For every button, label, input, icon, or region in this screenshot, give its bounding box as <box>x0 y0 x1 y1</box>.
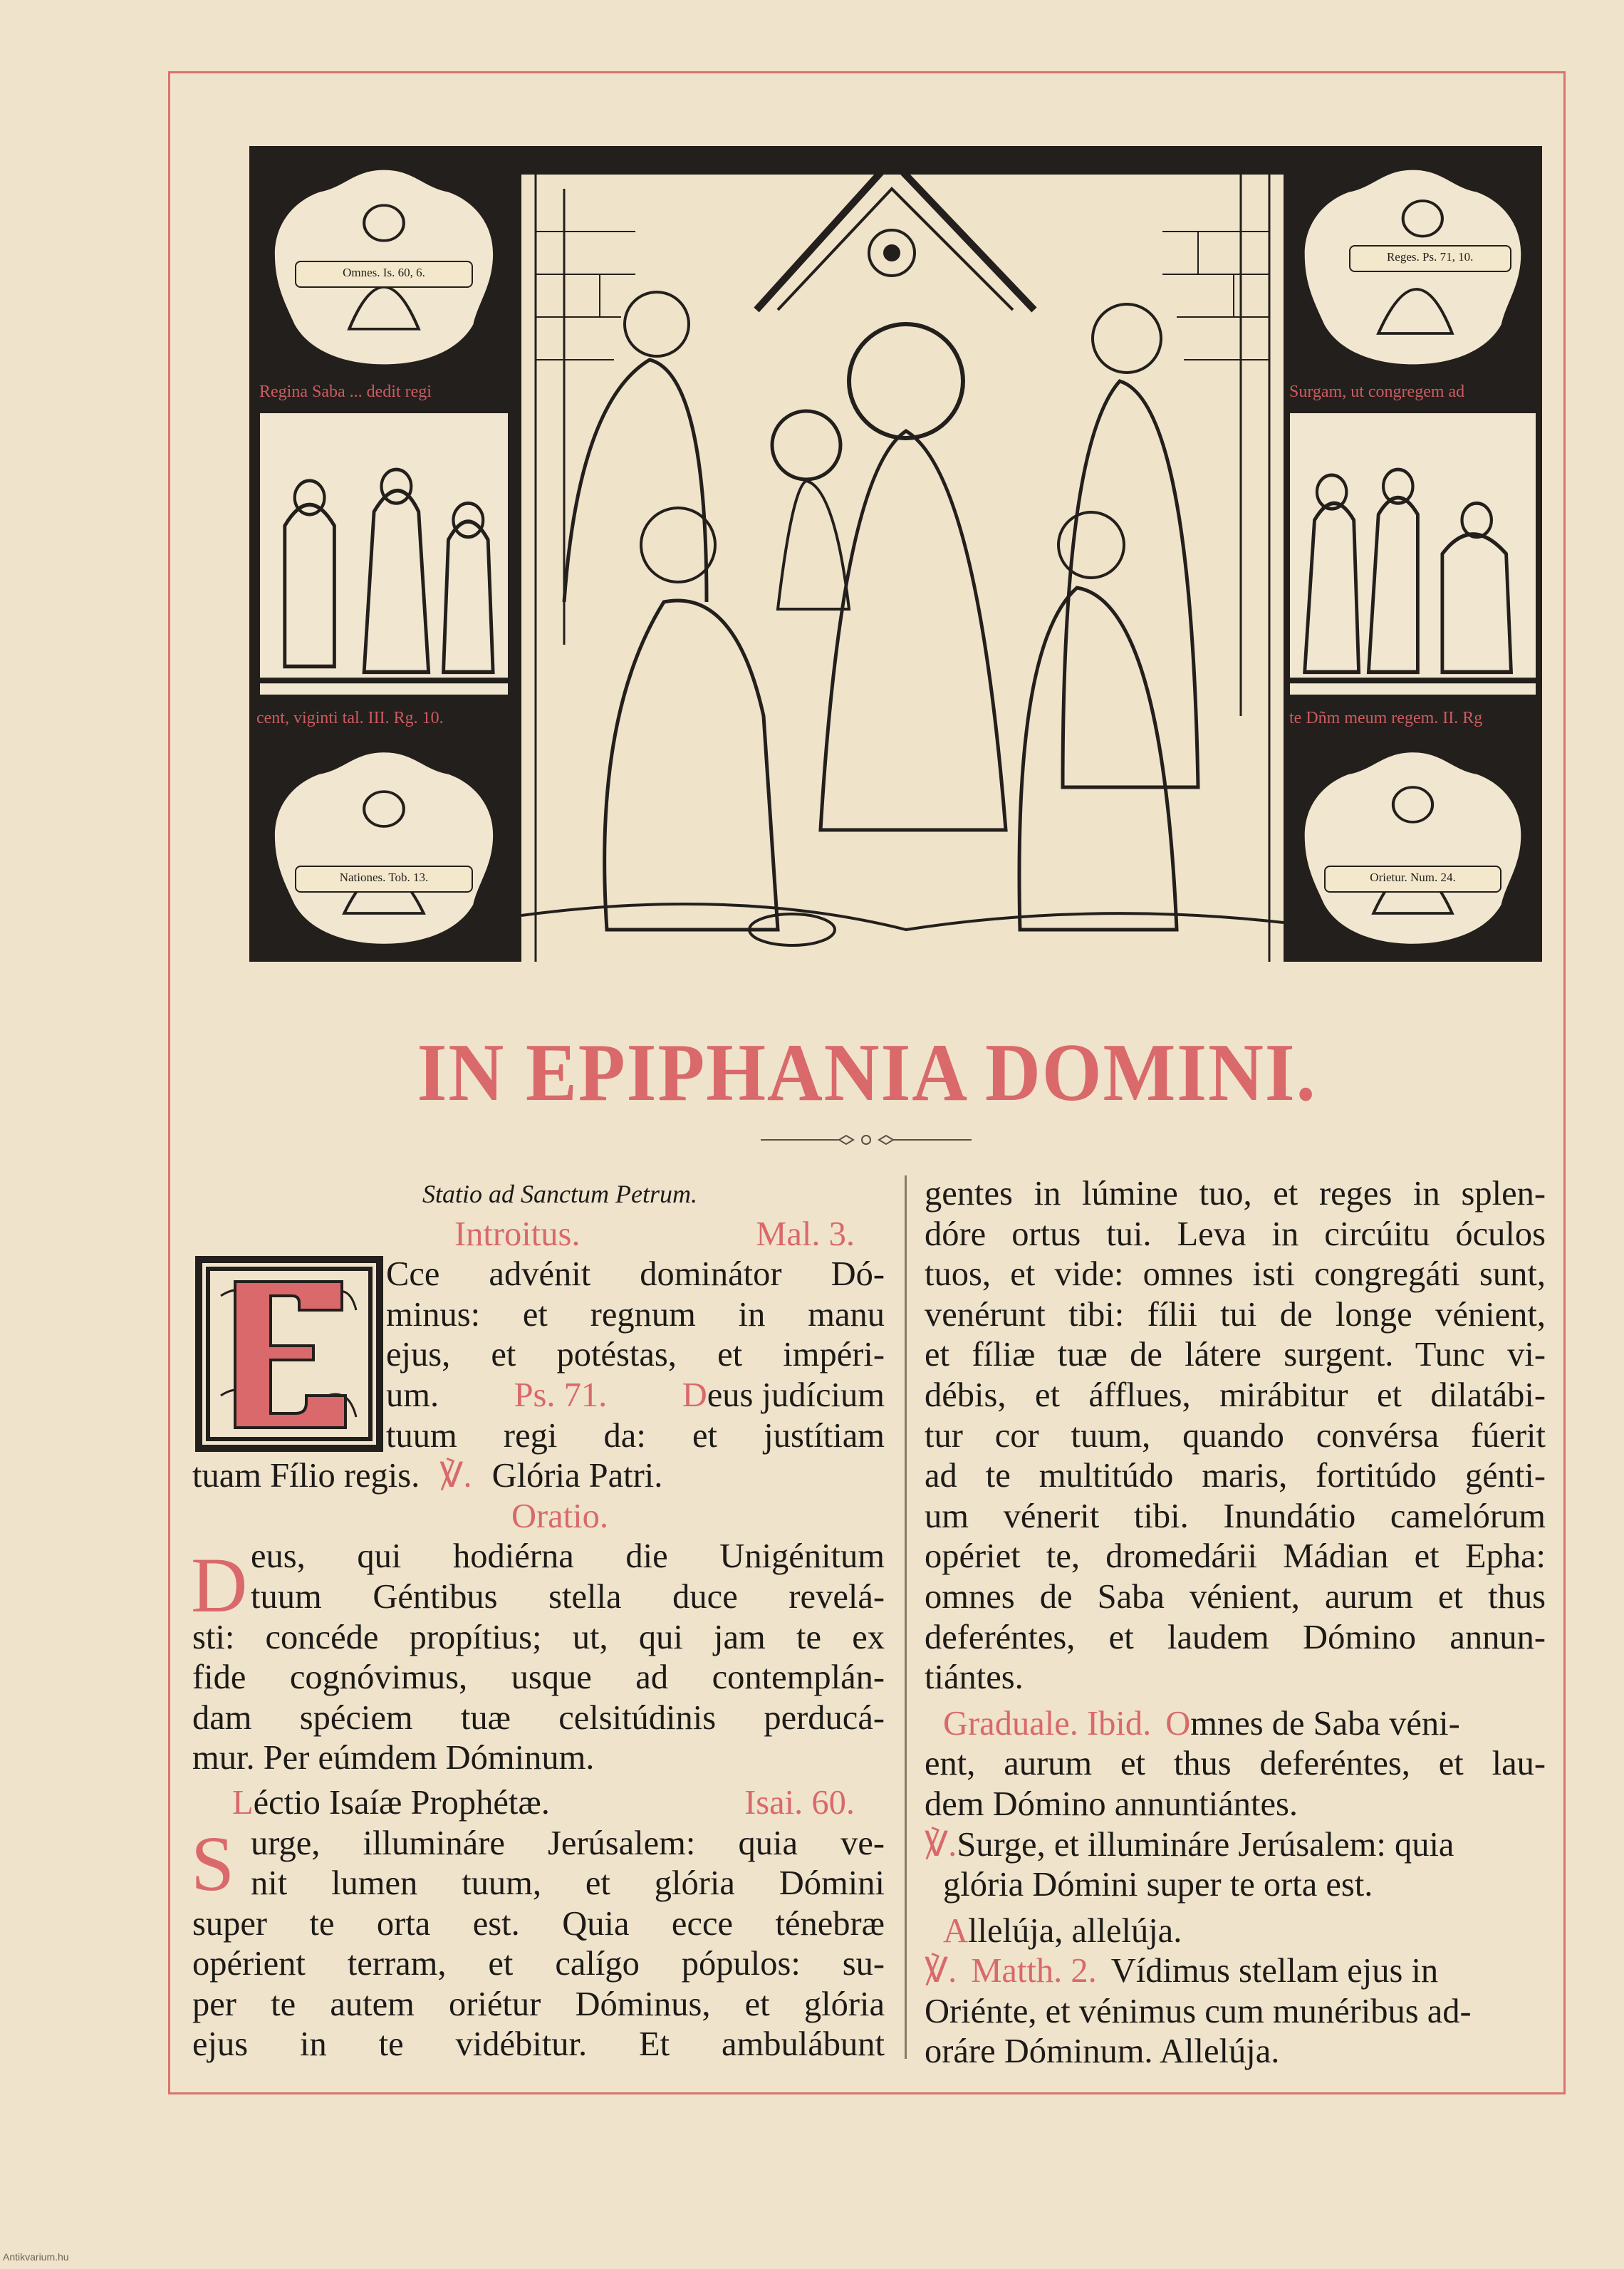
graduale-label: Graduale. Ibid. <box>943 1704 1152 1743</box>
epiphany-illustration <box>249 146 1542 962</box>
lectio-continued-line: gentes in lúmine tuo, et reges in splen- <box>925 1175 1546 1213</box>
lectio-continued-line: um vénerit tibi. Inundátio camelórum <box>925 1497 1546 1535</box>
matthew-line: Oriénte, et vénimus cum munéribus ad- <box>925 1992 1472 2030</box>
drop-cap-s: S <box>191 1820 235 1907</box>
rubric-initial: L <box>232 1783 254 1822</box>
lectio-continued-line: omnes de Saba vénient, aurum et thus <box>925 1577 1546 1616</box>
lectio-line: urge, illumináre Jerúsalem: quia ve- <box>251 1824 885 1862</box>
introitus-label: Introitus. <box>454 1215 581 1253</box>
ornamental-initial-e-icon <box>192 1253 386 1455</box>
medallion-scroll-label: Reges. Ps. 71, 10. <box>1349 245 1511 272</box>
david-enthroned-scene-icon <box>1290 413 1536 695</box>
lectio-line: opérient terram, et calígo pópulos: su- <box>192 1945 885 1983</box>
introit-text: um. <box>386 1376 439 1414</box>
oratio-line: fide cognóvimus, usque ad contemplán- <box>192 1658 885 1697</box>
lectio-line: per te autem oriétur Dóminus, et glória <box>192 1985 885 2023</box>
lectio-title <box>232 1783 550 1824</box>
lectio-line: ejus in te vidébitur. Et ambulábunt <box>192 2025 885 2064</box>
caption-right-top: Surgam, ut congregem ad <box>1289 383 1465 401</box>
graduale-text: mnes de Saba véni- <box>1190 1704 1460 1743</box>
source-watermark: Antikvarium.hu <box>3 2251 69 2263</box>
introitus-heading <box>192 1215 885 1255</box>
queen-of-sheba-scene-icon <box>260 413 508 695</box>
left-column <box>192 1174 885 2065</box>
versicle-text: Surge, et illumináre Jerúsalem: quia <box>957 1825 1454 1864</box>
graduale-line: dem Dómino annuntiántes. <box>925 1785 1298 1823</box>
matthew-ref: Matth. 2. <box>971 1952 1097 1990</box>
matthew-line: oráre Dóminum. Allelúja. <box>925 2032 1280 2071</box>
lectio-label: éctio Isaíæ Prophétæ. <box>253 1783 550 1822</box>
lectio-continued-line: dóre ortus tui. Leva in circúitu óculos <box>925 1215 1546 1253</box>
nativity-scene-icon <box>521 146 1284 962</box>
oratio-line: mur. Per eúmdem Dóminum. <box>192 1739 595 1777</box>
versicle-line: glória Dómini super te orta est. <box>943 1866 1373 1904</box>
title-ornament-icon <box>761 1133 972 1147</box>
versicle-symbol: ℣. <box>925 1825 957 1864</box>
oratio-heading: Oratio. <box>511 1497 609 1535</box>
prophet-medallion-icon <box>1290 739 1536 957</box>
caption-left-top: Regina Saba ... dedit regi <box>259 383 432 401</box>
oratio-line: tuum Géntibus stella duce revelá- <box>251 1577 885 1616</box>
medallion-scroll-label: Orietur. Num. 24. <box>1324 866 1501 893</box>
lectio-continued-line: deferéntes, et laudem Dómino annun- <box>925 1618 1546 1656</box>
lectio-continued-line: débis, et áfflues, mirábitur et dilatábi- <box>925 1376 1546 1414</box>
prophet-medallion-icon <box>260 739 508 957</box>
drop-cap-d: D <box>191 1542 248 1629</box>
caption-right-bottom: te Dñm meum regem. II. Rg <box>1289 709 1483 727</box>
lectio-ref: Isai. 60. <box>744 1783 855 1822</box>
medallion-scroll-label: Omnes. Is. 60, 6. <box>295 261 474 288</box>
versicle-symbol: ℣. <box>439 1457 472 1495</box>
lectio-continued-line: venérunt tibi: fílii tui de longe vénient, <box>925 1295 1546 1334</box>
graduale-line <box>925 1704 1546 1745</box>
left-top-medallion <box>258 155 510 380</box>
alleluia-line <box>925 1911 1546 1952</box>
left-bottom-medallion <box>258 737 510 959</box>
lectio-continued-line: tuos, et vide: omnes isti congregáti sunt, <box>925 1255 1546 1294</box>
introit-line: ejus, et potéstas, et impéri- <box>386 1336 885 1374</box>
graduale-line: ent, aurum et thus deferéntes, et lau- <box>925 1745 1546 1783</box>
right-bottom-medallion <box>1288 737 1538 959</box>
introit-text: tuam Fílio regis. <box>192 1457 420 1495</box>
lectio-line: super te orta est. Quia ecce ténebræ <box>192 1904 885 1943</box>
introit-line: tuum regi da: et justítiam <box>386 1416 885 1455</box>
rubric-initial: D <box>682 1376 707 1414</box>
oratio-line: dam spéciem tuæ celsitúdinis perducá- <box>192 1698 885 1737</box>
lectio-continued-line: opériet te, dromedárii Mádian et Epha: <box>925 1537 1546 1576</box>
left-middle-scene <box>258 411 510 697</box>
adoration-of-magi-scene <box>521 146 1284 962</box>
introitus-ref: Mal. 3. <box>756 1215 855 1253</box>
oratio-line: eus, qui hodiérna die Unigénitum <box>251 1537 885 1576</box>
lectio-line: nit lumen tuum, et glória Dómini <box>251 1864 885 1903</box>
matthew-text: Vídimus stellam ejus in <box>1110 1952 1439 1990</box>
matthew-line <box>925 1951 1546 1992</box>
page-title: IN EPIPHANIA DOMINI. <box>417 1027 1317 1118</box>
introit-text: eus judícium <box>707 1376 885 1414</box>
right-middle-scene <box>1288 411 1538 697</box>
introit-line: Cce advénit dominátor Dó- <box>386 1255 885 1294</box>
oratio-line: sti: concéde propítius; ut, qui jam te ex <box>192 1618 885 1656</box>
introit-text-wrap <box>682 1376 885 1416</box>
column-divider <box>905 1175 907 2059</box>
lectio-continued-line: et fíliæ tuæ de látere surgent. Tunc vi- <box>925 1336 1546 1374</box>
introit-line <box>192 1456 885 1497</box>
introit-text: Glória Patri. <box>491 1457 663 1495</box>
psalm-ref: Ps. 71. <box>514 1376 608 1414</box>
alleluia-text: llelúja, allelúja. <box>968 1911 1182 1950</box>
lectio-continued-line: ad te multitúdo maris, fortitúdo génti- <box>925 1457 1546 1495</box>
graduale-text-wrap <box>1165 1704 1460 1745</box>
station-line: Statio ad Sanctum Petrum. <box>422 1180 697 1208</box>
medallion-scroll-label: Nationes. Tob. 13. <box>295 866 474 893</box>
versicle-line <box>925 1825 1546 1866</box>
lectio-continued-line: tur cor tuum, quando convérsa fúerit <box>925 1416 1546 1455</box>
lectio-heading <box>192 1783 885 1824</box>
rubric-initial: A <box>943 1911 969 1950</box>
introit-line: minus: et regnum in manu <box>386 1295 885 1334</box>
rubric-initial: O <box>1165 1704 1191 1743</box>
caption-left-bottom: cent, viginti tal. III. Rg. 10. <box>256 709 444 727</box>
right-column <box>925 1174 1546 2072</box>
lectio-continued-line: tiántes. <box>925 1658 1024 1697</box>
versicle-symbol: ℣. <box>925 1952 957 1990</box>
right-top-medallion <box>1288 155 1538 380</box>
